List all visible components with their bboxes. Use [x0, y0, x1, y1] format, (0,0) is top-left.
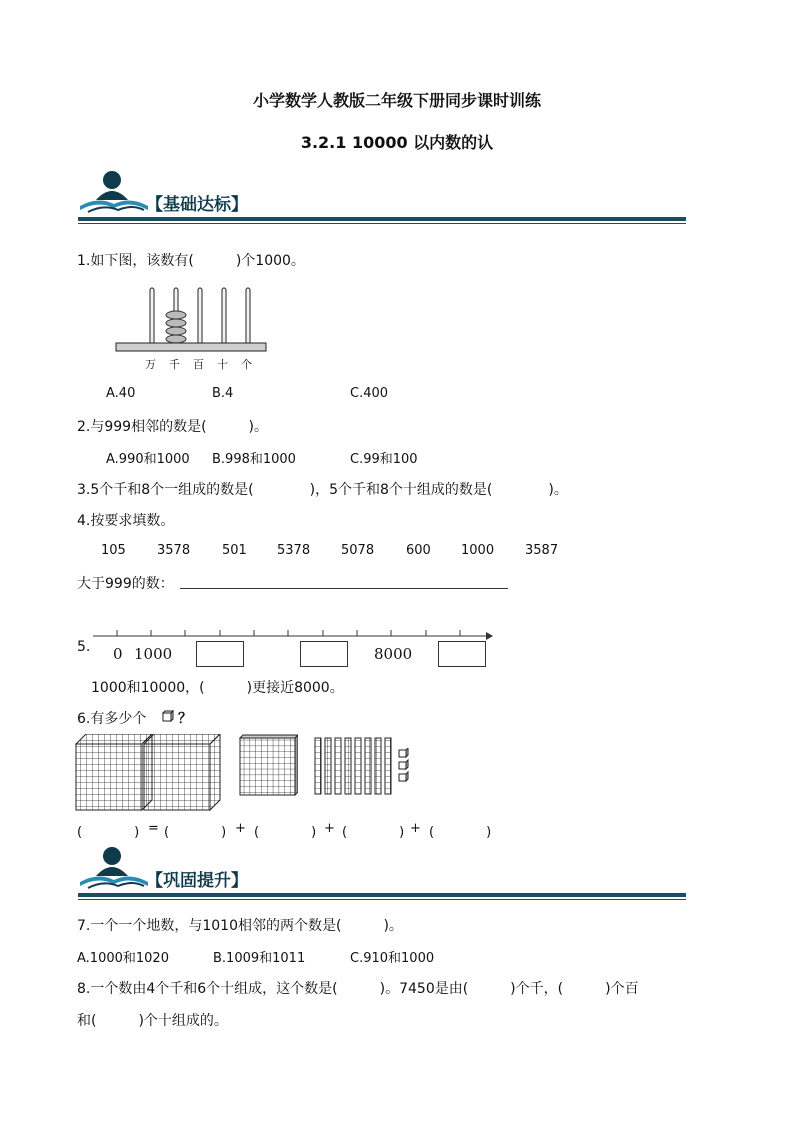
- unit-cubes: [398, 748, 410, 784]
- q4-number: 501: [222, 543, 247, 558]
- q4-number: 105: [101, 543, 126, 558]
- number-line-label-1000: 1000: [134, 645, 173, 663]
- q7-option-b[interactable]: B.1009和1011: [213, 951, 306, 966]
- q7-option-c[interactable]: C.910和1000: [350, 951, 435, 966]
- question-5-answer: 1000和10000，( )更接近8000。: [91, 680, 344, 696]
- q6-plus: +: [235, 821, 246, 836]
- page-title: 小学数学人教版二年级下册同步课时训练: [252, 91, 541, 110]
- section-label-basic: 【基础达标】: [146, 195, 248, 215]
- abacus-label-wan: 万: [145, 358, 156, 371]
- q6-blank[interactable]: ( ): [164, 825, 227, 840]
- q4-answer-line[interactable]: [180, 588, 508, 589]
- q7-option-a[interactable]: A.1000和1020: [77, 951, 169, 966]
- section-rule: [78, 217, 686, 221]
- hundred-flat: [238, 734, 298, 796]
- question-6-mark: ？: [178, 711, 192, 727]
- question-2: 2.与999相邻的数是( )。: [77, 419, 269, 435]
- q2-option-b[interactable]: B.998和1000: [212, 452, 296, 467]
- question-1: 1.如下图，该数有( )个1000。: [77, 253, 305, 269]
- q1-option-b[interactable]: B.4: [212, 386, 234, 401]
- q4-number: 3587: [525, 543, 559, 558]
- abacus-label-ge: 个: [241, 358, 252, 371]
- abacus-label-shi: 十: [217, 358, 228, 371]
- q1-option-a[interactable]: A.40: [106, 386, 136, 401]
- question-5-number: 5.: [77, 639, 91, 655]
- q4-number: 1000: [461, 543, 495, 558]
- q4-number: 600: [406, 543, 431, 558]
- q6-plus: +: [410, 821, 421, 836]
- section-rule-thin: [78, 223, 686, 224]
- question-8-line2: 和( )个十组成的。: [77, 1013, 228, 1029]
- question-6: 6.有多少个: [77, 711, 147, 727]
- unit-cube-icon: [162, 710, 174, 722]
- number-line-answer-box[interactable]: [438, 641, 486, 667]
- question-7: 7.一个一个地数，与1010相邻的两个数是( )。: [77, 918, 403, 934]
- section-rule-thin: [78, 899, 686, 900]
- q6-blank[interactable]: ( ): [342, 825, 405, 840]
- q2-option-c[interactable]: C.99和100: [350, 452, 418, 467]
- q6-blank-total[interactable]: ( ): [77, 825, 140, 840]
- number-line-label-0: 0: [113, 645, 123, 663]
- reader-icon: [78, 846, 150, 892]
- question-4: 4.按要求填数。: [77, 513, 175, 529]
- question-3: 3.5个千和8个一组成的数是( )，5个千和8个十组成的数是( )。: [77, 482, 568, 498]
- q2-option-a[interactable]: A.990和1000: [106, 452, 190, 467]
- q4-number: 5378: [277, 543, 311, 558]
- q6-blank[interactable]: ( ): [254, 825, 317, 840]
- number-line: [90, 626, 494, 642]
- abacus-label-bai: 百: [193, 358, 204, 371]
- q6-blank[interactable]: ( ): [429, 825, 492, 840]
- ten-rods: [313, 734, 397, 796]
- q4-number: 5078: [341, 543, 375, 558]
- q1-option-c[interactable]: C.400: [350, 386, 389, 401]
- q6-plus: +: [324, 821, 335, 836]
- q6-equals: =: [148, 821, 159, 836]
- number-line-answer-box[interactable]: [196, 641, 244, 667]
- q4-blank-label: 大于999的数：: [77, 576, 174, 592]
- reader-icon: [78, 170, 150, 216]
- number-line-label-8000: 8000: [374, 645, 413, 663]
- question-8-line1: 8.一个数由4个千和6个十组成，这个数是( )。7450是由( )个千，( )个百: [77, 981, 639, 997]
- section-rule: [78, 893, 686, 897]
- abacus-label-qian: 千: [169, 358, 180, 371]
- number-line-answer-box[interactable]: [300, 641, 348, 667]
- thousand-cube: [142, 734, 222, 812]
- section-label-advanced: 【巩固提升】: [146, 871, 248, 891]
- q4-number: 3578: [157, 543, 191, 558]
- page-subtitle: 3.2.1 10000 以内数的认: [300, 133, 494, 152]
